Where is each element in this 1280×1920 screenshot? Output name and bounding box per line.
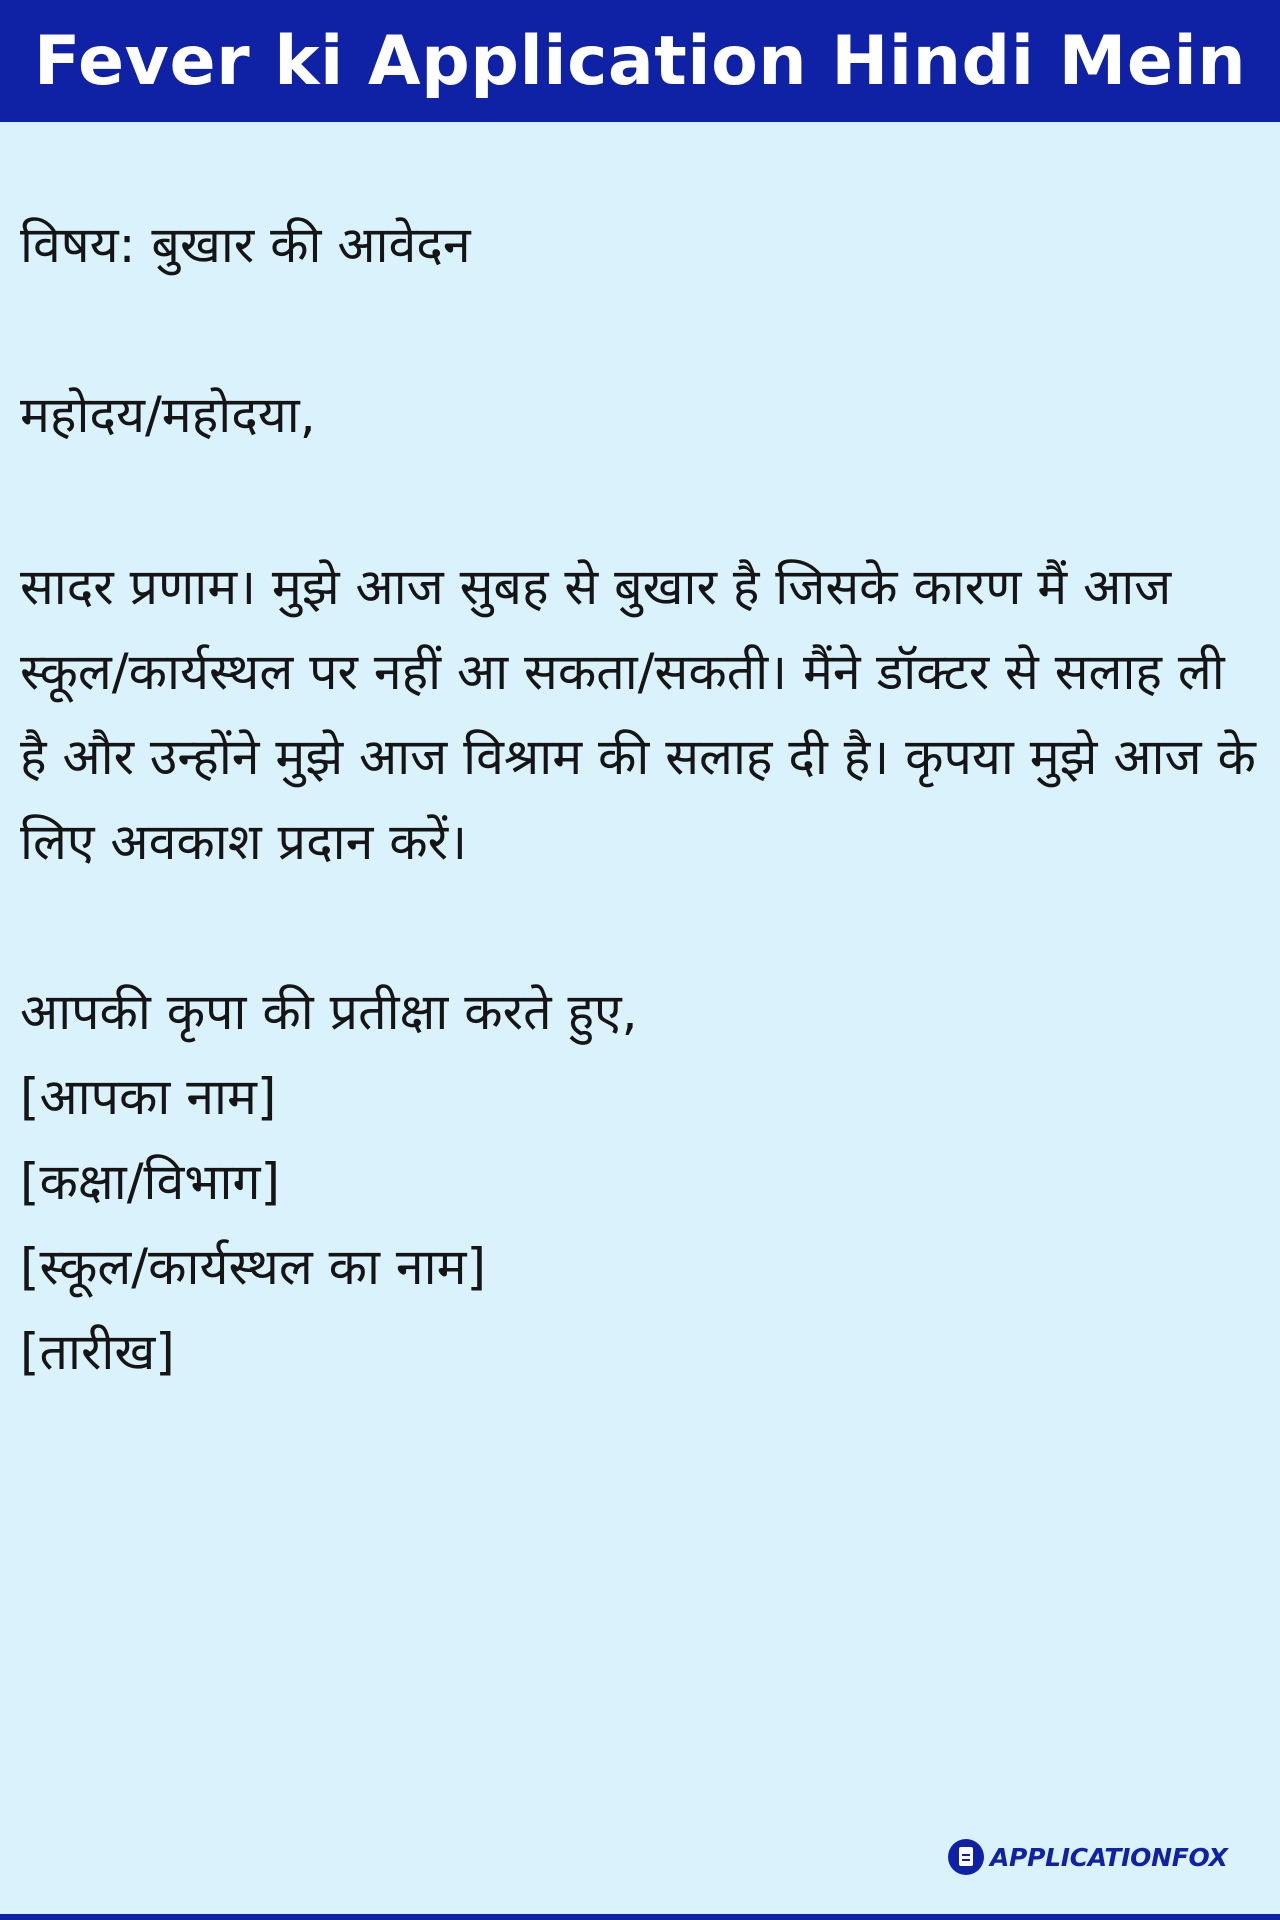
brand-logo [948,1837,1228,1877]
signature-date: [तारीख] [20,1323,175,1381]
letter-closing: आपकी कृपा की प्रतीक्षा करते हुए, [20,983,638,1041]
letter-content [20,205,1260,1395]
page-title: Fever ki Application Hindi Mein [33,21,1247,101]
brand-name: APPLICATIONFOX [990,1842,1228,1872]
document-icon [948,1839,984,1875]
header-banner [0,0,1280,122]
letter-salutation: महोदय/महोदया, [20,386,316,444]
signature-institution: [स्कूल/कार्यस्थल का नाम] [20,1238,486,1296]
bottom-divider [0,1914,1280,1920]
letter-body: सादर प्रणाम। मुझे आज सुबह से बुखार है जिसके कारण मैं आज स्कूल/कार्यस्थल पर नहीं आ सकता/सकती। मैंने डॉक्टर से सलाह ली है और उन्होंने मुझे आज विश्राम की सलाह दी है। कृपया मुझे आज के लिए अवकाश प्रदान करें। [20,558,1256,871]
signature-class-department: [कक्षा/विभाग] [20,1153,281,1211]
signature-name: [आपका नाम] [20,1068,277,1126]
letter-subject: विषय: बुखार की आवेदन [20,216,471,274]
